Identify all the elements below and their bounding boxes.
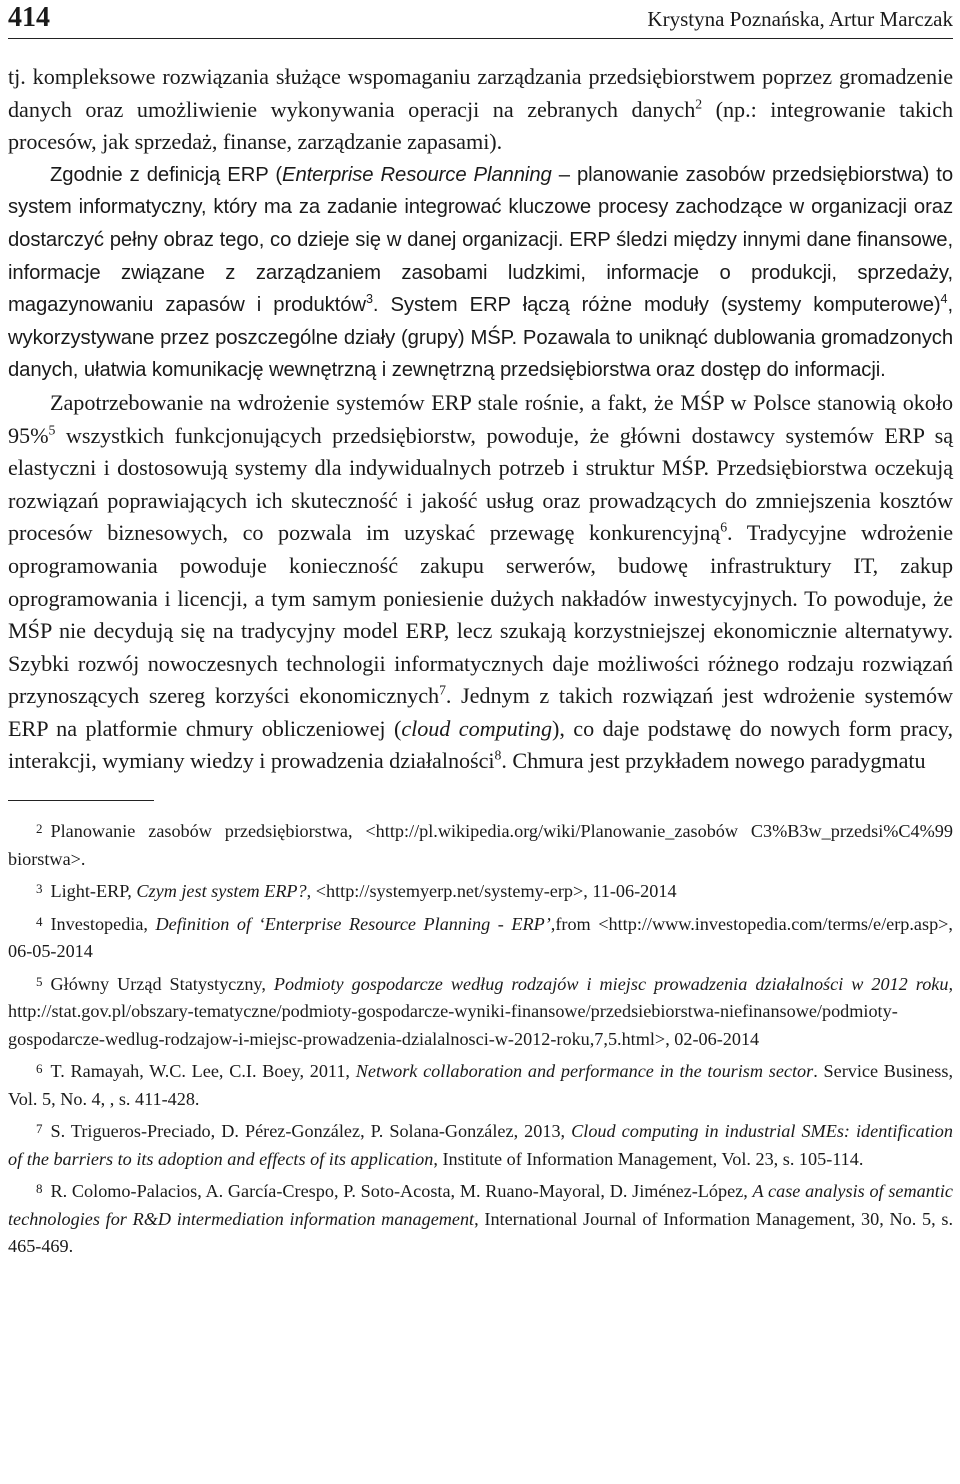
footnote-ref-7: 7	[439, 682, 446, 698]
text-run: . System ERP łączą różne moduły (systemy komputerowe)	[372, 294, 941, 317]
paragraph-1	[8, 61, 953, 159]
text-run: . Jednym z takich rozwiązań jest wdrożenie systemów ERP na platformie chmury obliczeniowej (	[8, 683, 953, 741]
paragraph-2	[8, 159, 953, 387]
footnote-number: 4	[36, 913, 43, 929]
text-run: . Tradycyjne wdrożenie oprogramowania powoduje konieczność zakupu serwerów, budowę infrastruktury IT, zakup oprogramowania i licencji, a tym samym poniesienie dużych nakładów inwestycyjnych. To powoduje, że MŚP nie decydują się na tradycyjny model ERP, lecz szukają korzystniejszej ekonomicznie alternatywy. Szybki rozwój nowoczesnych technologii informatycznych daje możliwości różnego rodzaju rozwiązań przynoszących szereg korzyści ekonomicznych	[8, 520, 953, 709]
text-run: . Chmura jest przykładem nowego paradygmatu	[501, 748, 926, 774]
footnote-number: 5	[36, 973, 43, 989]
text-run: wszystkich funkcjonujących przedsiębiorstw, powoduje, że główni dostawcy systemów ERP są elastyczni i dostosowują systemy dla indywidualnych potrzeb i struktur MŚP. Przedsiębiorstwa oczekują rozwiązań poprawiających ich skuteczność i jakość usług oraz prowadzących do zmniejszenia kosztów procesów biznesowych, co pozwala im uzyskać przewagę konkurencyjną	[8, 422, 953, 546]
footnote-number: 2	[36, 821, 43, 837]
paragraph-3	[8, 387, 953, 778]
footnote-text: S. Trigueros-Preciado, D. Pérez-González, P. Solana-González, 2013,	[50, 1121, 572, 1142]
italic-term: Enterprise Resource Planning	[282, 163, 552, 186]
footnote-ref-6: 6	[720, 519, 728, 535]
footnote-number: 6	[36, 1061, 43, 1077]
footnote-title: Network collaboration and performance in the tourism sector	[355, 1061, 814, 1082]
footnote-4	[8, 908, 953, 966]
page-number: 414	[8, 2, 50, 33]
footnote-text: . Service Business, Vol. 5, No. 4, , s. 411-428.	[8, 1061, 954, 1109]
footnote-text: Investopedia,	[50, 913, 156, 934]
footnote-text: , International Journal of Information Management, 30, No. 5, s. 465-469.	[8, 1208, 953, 1257]
italic-term: cloud computing	[401, 715, 553, 741]
footnote-ref-3: 3	[365, 292, 373, 307]
footnote-number: 7	[36, 1121, 43, 1137]
footnote-text: Light-ERP,	[50, 881, 137, 902]
text-run: Zapotrzebowanie na wdrożenie systemów ERP stale rośnie, a fakt, że MŚP w Polsce stanowią około 95%	[8, 389, 953, 448]
footnote-7	[8, 1115, 953, 1173]
footnote-ref-5: 5	[48, 422, 56, 438]
document-page	[8, 0, 953, 1263]
footnote-title: Czym jest system ERP?	[136, 881, 307, 902]
footnote-ref-4: 4	[940, 292, 948, 307]
text-run: – planowanie zasobów przedsiębiorstwa) to system informatyczny, który ma za zadanie integrować kluczowe procesy zachodzące w organizacji oraz dostarczyć pełny obraz tego, co dzieje się w danej organizacji. ERP śledzi między innymi dane finansowe, informacje związane z zarządzaniem zasobami ludzkimi, informacje o produkcji, sprzedaży, magazynowaniu zapasów i produktów	[8, 163, 953, 317]
footnote-number: 3	[36, 881, 43, 897]
footnote-6	[8, 1055, 953, 1113]
footnote-text: , <http://systemyerp.net/systemy-erp>, 11-06-2014	[306, 881, 677, 902]
footnote-5	[8, 968, 953, 1054]
footnote-3	[8, 875, 953, 906]
footnote-ref-2: 2	[695, 96, 703, 112]
footnote-ref-8: 8	[494, 748, 502, 764]
footnotes	[8, 815, 953, 1261]
footnote-text: ,from <http://www.investopedia.com/terms/e/erp.asp>, 06-05-2014	[8, 913, 953, 962]
footnote-title: Definition of ‘Enterprise Resource Planning - ERP’	[155, 913, 551, 934]
footnote-title: Podmioty gospodarcze według rodzajów i miejsc prowadzenia działalności w 2012 roku,	[273, 973, 953, 994]
footnote-title: Cloud computing in industrial SMEs: identification of the barriers to its adoption and effects of its application	[8, 1121, 953, 1169]
running-head-authors: Krystyna Poznańska, Artur Marczak	[647, 7, 953, 31]
footnote-text: R. Colomo-Palacios, A. García-Crespo, P. Soto-Acosta, M. Ruano-Mayoral, D. Jiménez-López,	[50, 1181, 753, 1202]
text-run: (np.: integrowanie takich procesów, jak sprzedaż, finanse, zarządzanie zapasami).	[8, 96, 953, 155]
text-run: , wykorzystywane przez poszczególne działy (grupy) MŚP. Pozawala to uniknąć dublowania gromadzonych danych, ułatwia komunikację wewnętrzną i zewnętrzną przedsiębiorstwa oraz dostęp do informacji.	[8, 294, 953, 382]
body-text	[8, 61, 953, 778]
text-run: ), co daje podstawę do nowych form pracy, interakcji, wymiany wiedzy i prowadzenia działalności	[8, 715, 954, 774]
text-run: Zgodnie z definicją ERP (	[50, 163, 283, 186]
footnote-text: Planowanie zasobów przedsiębiorstwa, <http://pl.wikipedia.org/wiki/Planowanie_zasobów C3%B3w_przedsi%C4%99 biorstwa>.	[8, 821, 953, 869]
text-run: tj. kompleksowe rozwiązania służące wspomaganiu zarządzania przedsiębiorstwem poprzez gromadzenie danych oraz umożliwienie wykonywania operacji na zebranych danych	[8, 64, 953, 122]
footnote-text: Główny Urząd Statystyczny,	[50, 973, 274, 994]
page-header	[8, 0, 953, 39]
footnote-2	[8, 815, 953, 873]
footnote-number: 8	[36, 1181, 43, 1197]
footnote-8	[8, 1175, 953, 1261]
footnote-text: T. Ramayah, W.C. Lee, C.I. Boey, 2011,	[50, 1061, 356, 1082]
footnote-text: http://stat.gov.pl/obszary-tematyczne/podmioty-gospodarcze-wyniki-finansowe/przedsiebiorstwa-niefinansowe/podmioty-gospodarcze-wedlug-rodzajow-i-miejsc-prowadzenia-dzialalnosci-w-2012-roku,7,5.html>, 02-06-2014	[8, 1001, 898, 1049]
footnote-separator	[8, 800, 154, 801]
footnote-title: A case analysis of semantic technologies for R&D intermediation information management	[8, 1181, 953, 1229]
footnote-text: , Institute of Information Management, Vol. 23, s. 105-114.	[433, 1148, 864, 1169]
